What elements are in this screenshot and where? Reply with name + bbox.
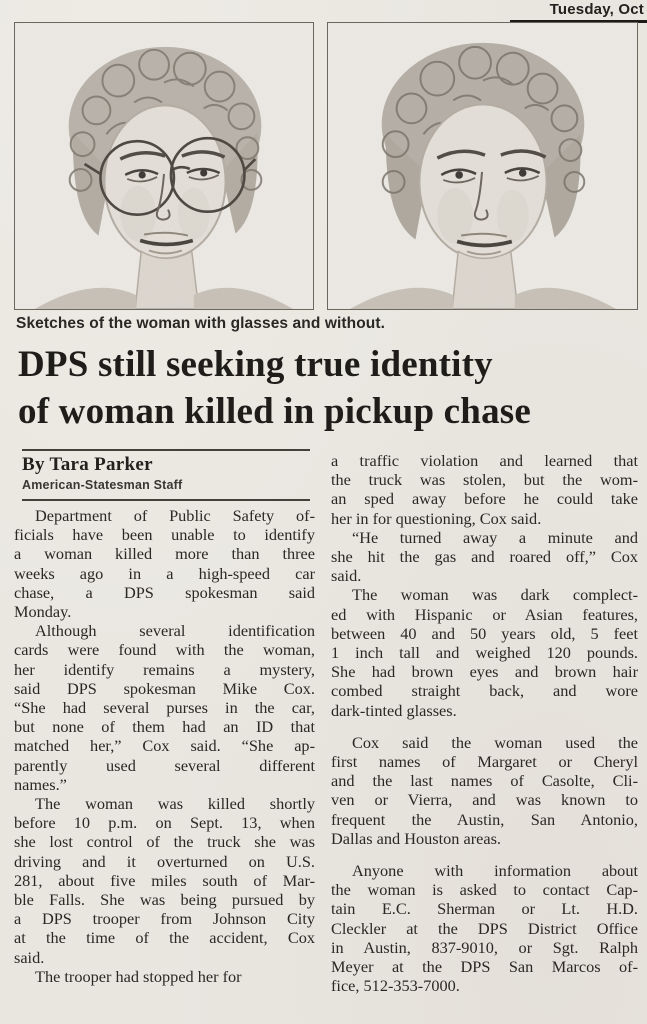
article-line: before 10 p.m. on Sept. 13, when	[14, 813, 315, 833]
byline-author: By Tara Parker	[22, 454, 153, 475]
article-line: weeks ago in a high-speed car	[14, 563, 315, 583]
article-line: ficials have been unable to identify	[14, 525, 315, 545]
article-line: said.	[331, 566, 362, 586]
article-line: ven or Vierra, and was known to	[331, 790, 638, 810]
headline-line-2: of woman killed in pickup chase	[18, 391, 531, 432]
woman-sketch-plain-drawing	[328, 23, 637, 309]
article-line: 281, about five miles south of Mar-	[14, 870, 315, 890]
article-paragraph	[331, 585, 638, 719]
article-line: fice, 512-353-7000.	[331, 976, 460, 996]
article-line: Dallas and Houston areas.	[331, 828, 501, 848]
article-line: Monday.	[14, 602, 72, 622]
article-line: ed with Hispanic or Asian features,	[331, 604, 638, 624]
article-line: first names of Margaret or Cheryl	[331, 752, 638, 772]
article-line: Department of Public Safety of-	[35, 506, 315, 525]
sketch-without-glasses-image	[327, 22, 638, 310]
article-line: Cox said the woman used the	[352, 732, 638, 752]
byline-organization: American-Statesman Staff	[22, 478, 183, 492]
article-line: chase, a DPS spokesman said	[14, 582, 315, 602]
article-paragraph	[331, 451, 638, 528]
article-line: said.	[14, 947, 45, 967]
article-line: Meyer at the DPS San Marcos of-	[331, 957, 638, 977]
article-line: dark-tinted glasses.	[331, 700, 457, 720]
headline-line-1: DPS still seeking true identity	[18, 344, 493, 385]
article-line: and the last names of Casolte, Cli-	[331, 771, 638, 791]
article-line: she hit the gas and roared off,” Cox	[331, 547, 638, 567]
article-line: ble Falls. She was being pursued by	[14, 890, 315, 910]
article-paragraph	[14, 794, 315, 967]
article-line: matched her,” Cox said. “She ap-	[14, 736, 315, 756]
article-line: frequent the Austin, San Antonio,	[331, 809, 638, 829]
article-line: the woman is asked to contact Cap-	[331, 880, 638, 900]
article-line: she lost control of the truck she was	[14, 832, 315, 852]
article-line: but none of them had an ID that	[14, 717, 315, 737]
article-line: a DPS trooper from Johnson City	[14, 909, 315, 929]
article-line: her identify remains a mystery,	[14, 659, 315, 679]
article-line: said DPS spokesman Mike Cox.	[14, 678, 315, 698]
article-paragraph	[14, 967, 315, 986]
article-line: Anyone with information about	[352, 861, 638, 881]
article-paragraph	[14, 621, 315, 794]
article-line: tain E.C. Sherman or Lt. H.D.	[331, 899, 638, 919]
article-line: cards were found with the woman,	[14, 640, 315, 660]
article-column-left	[14, 506, 315, 986]
article-line: The trooper had stopped her for	[35, 966, 242, 986]
article-line: an sped away before he could take	[331, 489, 638, 509]
woman-sketch-glasses-drawing	[15, 23, 313, 309]
article-line: She had brown eyes and brown hair	[331, 662, 638, 682]
article-paragraph	[331, 528, 638, 586]
article-paragraph	[331, 733, 638, 848]
article-line: 1 inch tall and weighed 120 pounds.	[331, 643, 638, 663]
article-line: at the time of the accident, Cox	[14, 928, 315, 948]
byline-rule-top	[22, 449, 310, 451]
article-column-right	[331, 451, 638, 995]
sketch-with-glasses-image	[14, 22, 314, 310]
dateline: Tuesday, Oct	[549, 1, 644, 18]
article-line: between 40 and 50 years old, 5 feet	[331, 623, 638, 643]
article-line: Cleckler at the DPS District Office	[331, 918, 638, 938]
article-line: “She had several purses in the car,	[14, 698, 315, 718]
headline	[18, 341, 640, 435]
article-line: her in for questioning, Cox said.	[331, 508, 542, 528]
article-line: the truck was stolen, but the wom-	[331, 470, 638, 490]
article-line: The woman was dark complect-	[352, 585, 638, 605]
photo-caption: Sketches of the woman with glasses and without.	[16, 315, 386, 332]
article-line: “He turned away a minute and	[352, 527, 638, 547]
article-line: a woman killed more than three	[14, 544, 315, 564]
article-line: Although several identification	[35, 621, 315, 641]
article-line: a traffic violation and learned that	[331, 451, 638, 470]
article-paragraph	[14, 506, 315, 621]
byline-rule-bottom	[22, 499, 310, 501]
article-paragraph	[331, 861, 638, 995]
article-line: combed straight back, and wore	[331, 681, 638, 701]
article-line: in Austin, 837-9010, or Sgt. Ralph	[331, 937, 638, 957]
article-line: names.”	[14, 774, 67, 794]
article-line: parently used several different	[14, 755, 315, 775]
article-line: The woman was killed shortly	[35, 794, 315, 814]
article-line: driving and it overturned on U.S.	[14, 851, 315, 871]
